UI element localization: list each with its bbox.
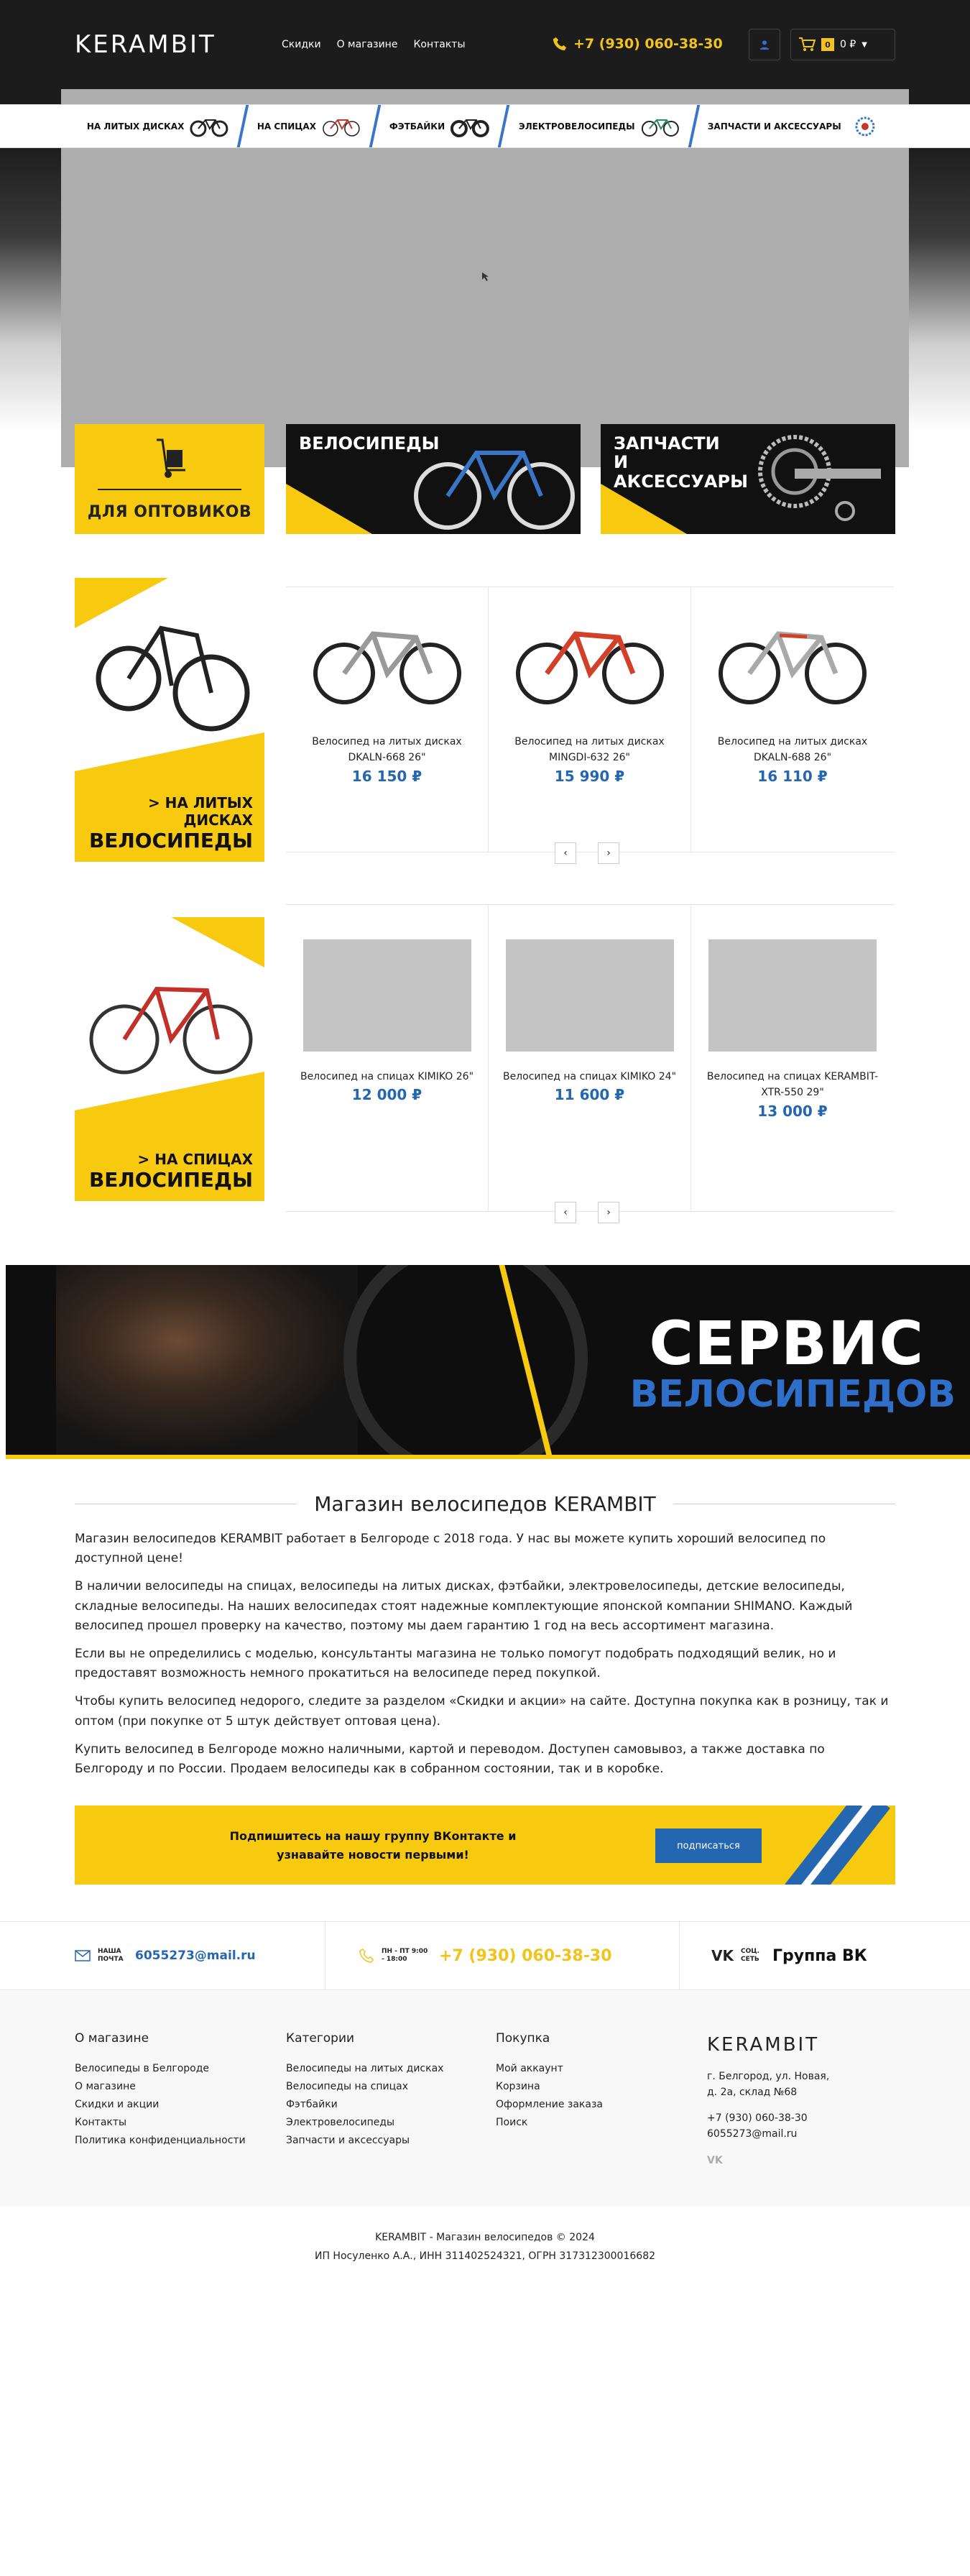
product-card[interactable] <box>286 905 489 1211</box>
carousel-pager-spokes <box>555 1202 619 1223</box>
footer-contacts <box>707 2110 829 2142</box>
product-price: 16 150 ₽ <box>351 767 422 785</box>
category-label: ЗАПЧАСТИ И АКСЕССУАРЫ <box>708 121 842 132</box>
contact-email[interactable] <box>0 1922 325 1990</box>
product-list-spokes <box>286 904 894 1212</box>
contact-email-value: 6055273@mail.ru <box>135 1949 256 1963</box>
ebike-icon <box>640 116 679 137</box>
contact-label: ПН - ПТ 9:00 - 18:00 <box>382 1948 428 1963</box>
prev-arrow-icon[interactable]: ‹ <box>555 1202 576 1223</box>
user-icon <box>759 40 770 50</box>
cart-button[interactable] <box>790 29 895 60</box>
contact-label: НАША ПОЧТА <box>98 1948 124 1963</box>
copyright-line: KERAMBIT - Магазин велосипедов © 2024 <box>375 2232 595 2243</box>
account-button[interactable] <box>749 29 780 60</box>
product-image-placeholder <box>506 939 674 1052</box>
bike-icon <box>322 116 361 137</box>
footer-link[interactable]: Поиск <box>496 2117 528 2128</box>
product-name: Велосипед на спицах KERAMBIT-XTR-550 29" <box>706 1071 879 1099</box>
nav-discounts[interactable]: Скидки <box>282 39 321 50</box>
category-bar <box>0 104 970 148</box>
product-card[interactable] <box>286 587 489 852</box>
service-title: СЕРВИС <box>649 1308 924 1379</box>
cart-icon <box>798 37 816 52</box>
product-name: Велосипед на литых дисках MINGDI-632 26" <box>514 736 665 764</box>
nav-contacts[interactable]: Контакты <box>413 39 466 50</box>
footer-link[interactable]: Оформление заказа <box>496 2099 603 2110</box>
about-paragraph: В наличии велосипеды на спицах, велосипеды на литых дисках, фэтбайки, электровелосипеды, детские велосипеды, складные велосипеды. На наших велосипедах стоят надежные комплектующие японской компании SHIMANO. Каждый велосипед прошел проверку на качество, поэтому мы даем гарантию 1 год на весь ассортимент магазина. <box>75 1579 853 1633</box>
product-card[interactable] <box>489 905 691 1211</box>
footer-col-title: О магазине <box>75 2031 149 2046</box>
service-subtitle: ВЕЛОСИПЕДОВ <box>629 1373 956 1416</box>
fatbike-icon <box>451 116 490 137</box>
contact-phone-value: +7 (930) 060-38-30 <box>439 1946 612 1965</box>
footer-phone[interactable]: +7 (930) 060-38-30 <box>707 2112 808 2124</box>
footer-col-title: Покупка <box>496 2031 550 2046</box>
copyright <box>0 2228 970 2266</box>
vk-icon: VK <box>711 1947 734 1964</box>
cart-count-badge: 0 <box>821 38 834 51</box>
category-parts[interactable] <box>690 105 900 147</box>
category-spokes[interactable] <box>240 105 382 147</box>
bike-image-icon <box>713 612 872 713</box>
product-price: 13 000 ₽ <box>757 1102 828 1120</box>
contact-phone[interactable] <box>325 1922 680 1990</box>
banner-subtitle: > НА ЛИТЫХ ДИСКАХ <box>147 794 253 829</box>
footer-logo[interactable]: KERAMBIT <box>707 2034 820 2056</box>
bike-icon <box>190 116 228 137</box>
footer-link[interactable]: О магазине <box>75 2081 136 2092</box>
header-phone-number: +7 (930) 060-38-30 <box>573 36 723 52</box>
banner-text <box>75 794 253 853</box>
footer-address-line: д. 2а, склад №68 <box>707 2087 798 2098</box>
next-arrow-icon[interactable]: › <box>598 1202 619 1223</box>
promo-parts-label: ЗАПЧАСТИ И АКСЕССУАРЫ <box>614 433 748 492</box>
about-text <box>75 1530 895 1788</box>
banner-text <box>89 1151 253 1192</box>
promo-wholesale[interactable] <box>75 424 264 534</box>
contact-strip <box>0 1921 970 1990</box>
product-card[interactable] <box>489 587 691 852</box>
bike-image-icon <box>308 612 466 713</box>
about-title: Магазин велосипедов KERAMBIT <box>314 1492 656 1516</box>
service-banner[interactable] <box>6 1265 970 1459</box>
category-label: ФЭТБАЙКИ <box>389 121 445 132</box>
about-heading-row <box>75 1492 895 1516</box>
footer-link[interactable]: Фэтбайки <box>286 2099 338 2110</box>
footer-col-contacts <box>707 2034 829 2166</box>
site-logo[interactable]: KERAMBIT <box>75 30 216 59</box>
product-price: 15 990 ₽ <box>554 767 625 785</box>
category-ebikes[interactable] <box>501 105 699 147</box>
footer-link[interactable]: Электровелосипеды <box>286 2117 395 2128</box>
footer-link[interactable]: Мой аккаунт <box>496 2063 563 2074</box>
yellow-bottom-stripe <box>6 1455 970 1459</box>
crankset-icon <box>737 428 895 529</box>
footer-address <box>707 2069 829 2100</box>
mechanic-photo <box>56 1265 358 1455</box>
bike-spokes-icon <box>85 946 257 1090</box>
cart-total: 0 ₽ <box>840 39 856 50</box>
footer-link[interactable]: Корзина <box>496 2081 540 2092</box>
carousel-pager-cast <box>555 842 619 864</box>
top-nav <box>282 39 466 50</box>
category-label: НА ЛИТЫХ ДИСКАХ <box>86 121 185 132</box>
subscribe-text: Подпишитесь на нашу группу ВКонтакте и узнавайте новости первыми! <box>229 1829 517 1862</box>
copyright-line: ИП Носуленко А.А., ИНН 311402524321, ОГРН 317312300016682 <box>314 2250 656 2262</box>
category-label: НА СПИЦАХ <box>257 121 317 132</box>
footer-link[interactable]: Политика конфиденциальности <box>75 2135 246 2146</box>
cursor-icon <box>482 272 491 281</box>
product-image-placeholder <box>303 939 471 1052</box>
contact-social-value: Группа ВК <box>772 1946 867 1965</box>
about-paragraph: Если вы не определились с моделью, консультанты магазина не только помогут подобрать подходящий велик, но и предоставят возможность немного прокатиться на велосипеде перед покупкой. <box>75 1646 836 1681</box>
about-paragraph: Магазин велосипедов KERAMBIT работает в Белгороде с 2018 года. У нас вы можете купить хороший велосипед по доступной цене! <box>75 1532 826 1566</box>
site-footer <box>0 1991 970 2207</box>
chevron-down-icon: ▼ <box>862 40 867 49</box>
footer-col-about <box>75 2031 246 2150</box>
product-name: Велосипед на спицах KIMIKO 24" <box>502 1071 677 1082</box>
header-phone[interactable] <box>552 36 723 52</box>
footer-link[interactable]: Контакты <box>75 2117 127 2128</box>
promo-arrow: > <box>614 507 627 525</box>
category-cast-wheels[interactable] <box>70 105 249 147</box>
product-price: 16 110 ₽ <box>757 767 828 785</box>
footer-link[interactable]: Запчасти и аксессуары <box>286 2135 410 2146</box>
promo-bikes[interactable] <box>286 424 581 534</box>
subscribe-banner <box>75 1806 895 1885</box>
about-paragraph: Чтобы купить велосипед недорого, следите за разделом «Скидки и акции» на сайте. Доступна покупка как в розницу, так и оптом (при покупке от 5 штук действует оптовая цена). <box>75 1694 889 1729</box>
product-image <box>500 609 679 717</box>
promo-arrow: > <box>299 507 313 525</box>
product-price: 12 000 ₽ <box>351 1086 422 1104</box>
mail-icon <box>75 1950 91 1961</box>
product-name: Велосипед на литых дисках DKALN-688 26" <box>717 736 868 764</box>
wheel-graphic <box>343 1265 588 1459</box>
product-name: Велосипед на спицах KIMIKO 26" <box>300 1071 474 1082</box>
folding-bike-icon <box>89 599 254 736</box>
promo-parts[interactable] <box>601 424 895 534</box>
hand-truck-icon <box>152 437 188 480</box>
banner-title: ВЕЛОСИПЕДЫ <box>88 1168 253 1192</box>
product-card[interactable] <box>691 587 894 852</box>
vk-icon[interactable]: VK <box>707 2155 723 2166</box>
nav-about[interactable]: О магазине <box>336 39 398 50</box>
banner-cast-wheels[interactable] <box>75 578 264 862</box>
prev-arrow-icon[interactable]: ‹ <box>555 842 576 864</box>
footer-email[interactable]: 6055273@mail.ru <box>707 2128 798 2140</box>
promo-wholesale-label: ДЛЯ ОПТОВИКОВ <box>87 503 252 521</box>
site-header <box>75 22 895 68</box>
product-price: 11 600 ₽ <box>554 1086 625 1104</box>
phone-icon <box>359 1948 374 1964</box>
contact-label: СОЦ. СЕТЬ <box>740 1948 760 1963</box>
bike-photo-icon <box>408 431 581 532</box>
phone-icon <box>552 36 568 52</box>
product-list-cast <box>286 586 894 852</box>
parts-icon <box>847 116 883 137</box>
product-image-placeholder <box>708 939 877 1052</box>
promo-divider <box>98 489 241 490</box>
category-fatbikes[interactable] <box>372 105 510 147</box>
bike-image-icon <box>511 612 669 713</box>
product-name: Велосипед на литых дисках DKALN-668 26" <box>312 736 462 764</box>
footer-link[interactable]: Велосипеды на спицах <box>286 2081 409 2092</box>
product-card[interactable] <box>691 905 894 1211</box>
category-label: ЭЛЕКТРОВЕЛОСИПЕДЫ <box>518 121 635 132</box>
subscribe-button[interactable]: подписаться <box>655 1828 762 1863</box>
about-paragraph: Купить велосипед в Белгороде можно наличными, картой и переводом. Доступен самовывоз, а также доставка по Белгороду и по России. Продаем велосипеды как в собранном состоянии, так и в коробке. <box>75 1742 825 1776</box>
banner-title: ВЕЛОСИПЕДЫ <box>88 829 253 853</box>
next-arrow-icon[interactable]: › <box>598 842 619 864</box>
footer-col-title: Категории <box>286 2031 355 2046</box>
footer-link[interactable]: Велосипеды в Белгороде <box>75 2063 210 2074</box>
banner-spokes[interactable] <box>75 917 264 1201</box>
footer-col-purchase <box>496 2031 603 2132</box>
product-image <box>297 609 476 717</box>
footer-col-categories <box>286 2031 443 2150</box>
footer-address-line: г. Белгород, ул. Новая, <box>707 2071 830 2082</box>
footer-link[interactable]: Скидки и акции <box>75 2099 160 2110</box>
footer-link[interactable]: Велосипеды на литых дисках <box>286 2063 444 2074</box>
contact-social[interactable] <box>680 1922 970 1990</box>
banner-subtitle: > НА СПИЦАХ <box>137 1151 253 1169</box>
product-image <box>703 609 882 717</box>
promo-bikes-label: ВЕЛОСИПЕДЫ <box>299 433 440 454</box>
